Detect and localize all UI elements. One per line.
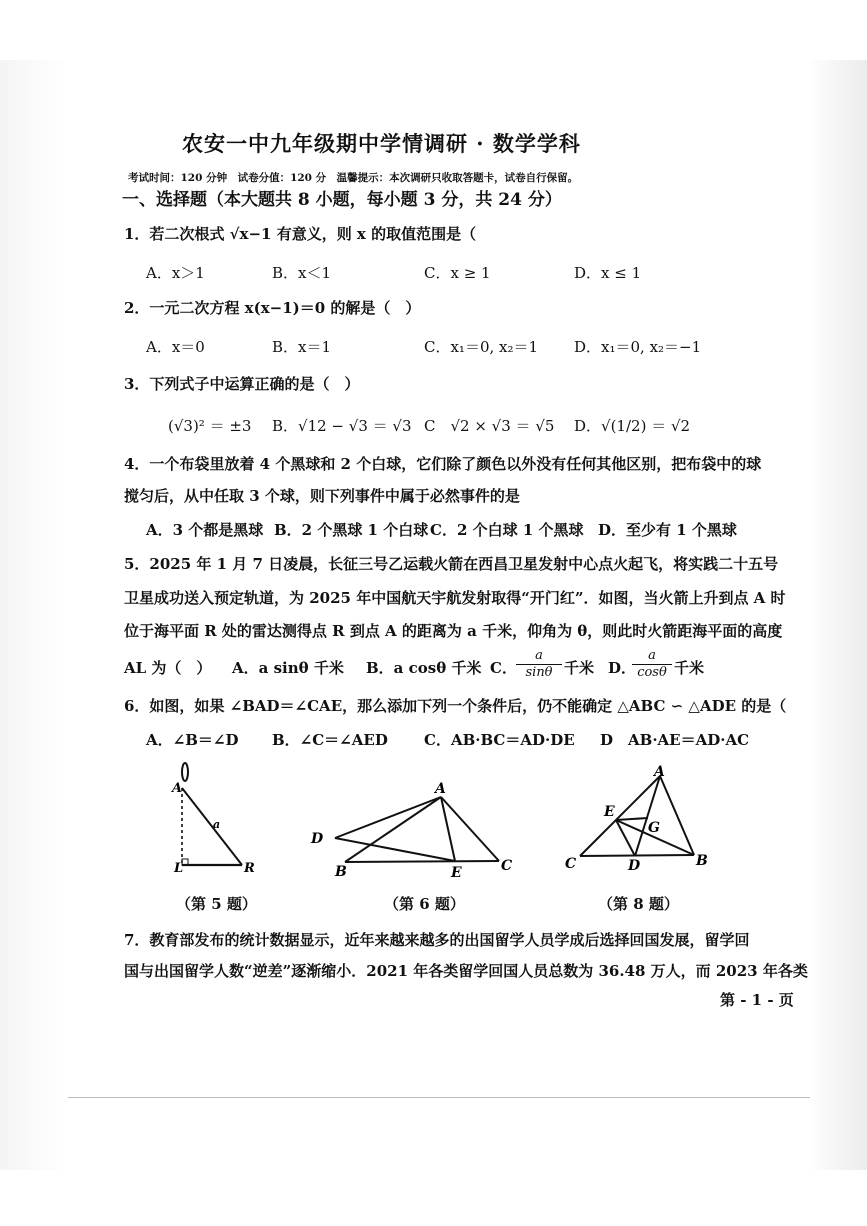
figure-8-segment-ed: [616, 820, 635, 856]
figure-8-label-d: D: [628, 858, 641, 874]
q6-option-c: C．AB·BC＝AD·DE: [424, 731, 575, 749]
q2-option-d: D．x₁＝0, x₂＝−1: [574, 338, 702, 356]
figure-6-label-e: E: [451, 865, 462, 880]
figure-5-label-r: R: [244, 861, 255, 876]
figure-6-segment-ae: [441, 797, 455, 861]
q5-option-c-unit: 千米: [564, 659, 595, 677]
figure-8-label-b: B: [696, 853, 708, 869]
q5-option-d-label: D．: [608, 659, 637, 677]
figure-8-segment-cb: [580, 855, 694, 856]
question-5-line-4: AL 为（ ）: [124, 659, 212, 677]
q3-option-c: C √2 × √3 ＝ √5: [424, 417, 555, 435]
q6-option-a: A．∠B＝∠D: [146, 731, 239, 749]
q1-option-a: A．x＞1: [146, 264, 205, 282]
q6-option-b: B．∠C＝∠AED: [272, 731, 388, 749]
q5-option-a: A．a sinθ 千米: [232, 659, 344, 677]
figure-8-segment-ab: [660, 776, 694, 855]
figure-5-slant-line: [182, 788, 242, 865]
question-5-line-2: 卫星成功送入预定轨道，为 2025 年中国航天宇航发射取得“开门红”．如图，当火箭上升到点 A 时: [124, 589, 786, 607]
figure-8-caption: （第 8 题）: [598, 895, 679, 913]
figure-6-label-c: C: [501, 858, 513, 874]
figure-6-segment-ac: [441, 797, 499, 861]
question-7-line-1: 7．教育部发布的统计数据显示，近年来越来越多的出国留学人员学成后选择回国发展，留学回: [124, 931, 750, 949]
question-1-stem: 1．若二次根式 √x−1 有意义，则 x 的取值范围是（: [124, 225, 477, 243]
fraction-denominator: cosθ: [637, 665, 667, 680]
question-4-line-2: 搅匀后，从中任取 3 个球，则下列事件中属于必然事件的是: [124, 487, 520, 505]
q3-option-a: (√3)² ＝ ±3: [168, 417, 252, 435]
figure-6-label-b: B: [335, 864, 347, 880]
figure-8-label-c: C: [565, 856, 577, 872]
question-6-stem: 6．如图，如果 ∠BAD＝∠CAE，那么添加下列一个条件后，仍不能确定 △ABC ∽ △ADE 的是（: [124, 697, 787, 715]
figure-8-label-g: G: [648, 820, 660, 836]
q4-option-d: D．至少有 1 个黑球: [598, 521, 737, 539]
figure-6-label-a: A: [435, 781, 446, 797]
question-2-stem: 2．一元二次方程 x(x−1)＝0 的解是（ ）: [124, 299, 421, 317]
q1-option-b: B．x＜1: [272, 264, 332, 282]
fraction-numerator: a: [535, 648, 543, 663]
fraction-denominator: sinθ: [525, 665, 553, 680]
exam-info: 考试时间：120 分钟 试卷分值：120 分 温馨提示：本次调研只收取答题卡，试卷自行保留。: [128, 172, 579, 184]
q5-option-d-fraction: [630, 648, 674, 681]
question-5-line-1: 5．2025 年 1 月 7 日凌晨，长征三号乙运载火箭在西昌卫星发射中心点火起飞，将实践二十五号: [124, 555, 779, 573]
q4-option-b: B．2 个黑球 1 个白球: [274, 521, 429, 539]
q5-option-c-fraction: [514, 648, 564, 681]
figure-6-segment-bc: [345, 861, 499, 862]
q6-option-d: D AB·AE＝AD·AC: [600, 731, 750, 749]
page-number: 第 - 1 - 页: [720, 991, 794, 1009]
q2-option-c: C．x₁＝0, x₂＝1: [424, 338, 539, 356]
q3-option-d: D．√(1/2) ＝ √2: [574, 417, 691, 435]
q5-option-b: B．a cosθ 千米: [366, 659, 482, 677]
figure-5-label-l: L: [174, 861, 184, 876]
figure-8-label-a: A: [654, 764, 665, 780]
q1-option-d: D．x ≤ 1: [574, 264, 642, 282]
rocket-icon: [182, 763, 188, 781]
figure-5-label-a: A: [172, 781, 183, 796]
q2-option-a: A．x＝0: [146, 338, 205, 356]
fraction-numerator: a: [648, 648, 656, 663]
q3-option-b: B．√12 − √3 ＝ √3: [272, 417, 412, 435]
scan-right-margin: [809, 60, 867, 1170]
q5-option-d-unit: 千米: [674, 659, 705, 677]
q1-option-c: C．x ≥ 1: [424, 264, 491, 282]
figure-5-label-side-a: a: [213, 818, 221, 831]
figure-6-diagram: [305, 780, 525, 880]
figure-6-caption: （第 6 题）: [384, 895, 465, 913]
scan-left-margin: [0, 60, 68, 1170]
q4-option-a: A．3 个都是黑球: [146, 521, 264, 539]
question-4-line-1: 4．一个布袋里放着 4 个黑球和 2 个白球，它们除了颜色以外没有任何其他区别，把布袋中的球: [124, 455, 762, 473]
figure-5-diagram: [160, 760, 270, 880]
section-heading: 一、选择题（本大题共 8 小题，每小题 3 分，共 24 分）: [122, 190, 562, 210]
page-divider: [68, 1097, 810, 1098]
q2-option-b: B．x＝1: [272, 338, 332, 356]
figure-8-label-e: E: [604, 804, 615, 820]
question-7-line-2: 国与出国留学人数“逆差”逐渐缩小．2021 年各类留学回国人员总数为 36.48 万人，而 2023 年各类: [124, 962, 808, 980]
figure-5-caption: （第 5 题）: [176, 895, 257, 913]
question-3-stem: 3．下列式子中运算正确的是（ ）: [124, 375, 360, 393]
figure-8-segment-eg: [616, 818, 648, 820]
q5-option-c-label: C．: [490, 659, 517, 677]
figure-6-label-d: D: [311, 831, 324, 847]
question-5-line-3: 位于海平面 R 处的雷达测得点 R 到点 A 的距离为 a 千米，仰角为 θ，则此时火箭距海平面的高度: [124, 622, 783, 640]
exam-title: 农安一中九年级期中学情调研 · 数学学科: [182, 131, 581, 156]
q4-option-c: C．2 个白球 1 个黑球: [430, 521, 584, 539]
figure-8-diagram: [560, 762, 720, 880]
